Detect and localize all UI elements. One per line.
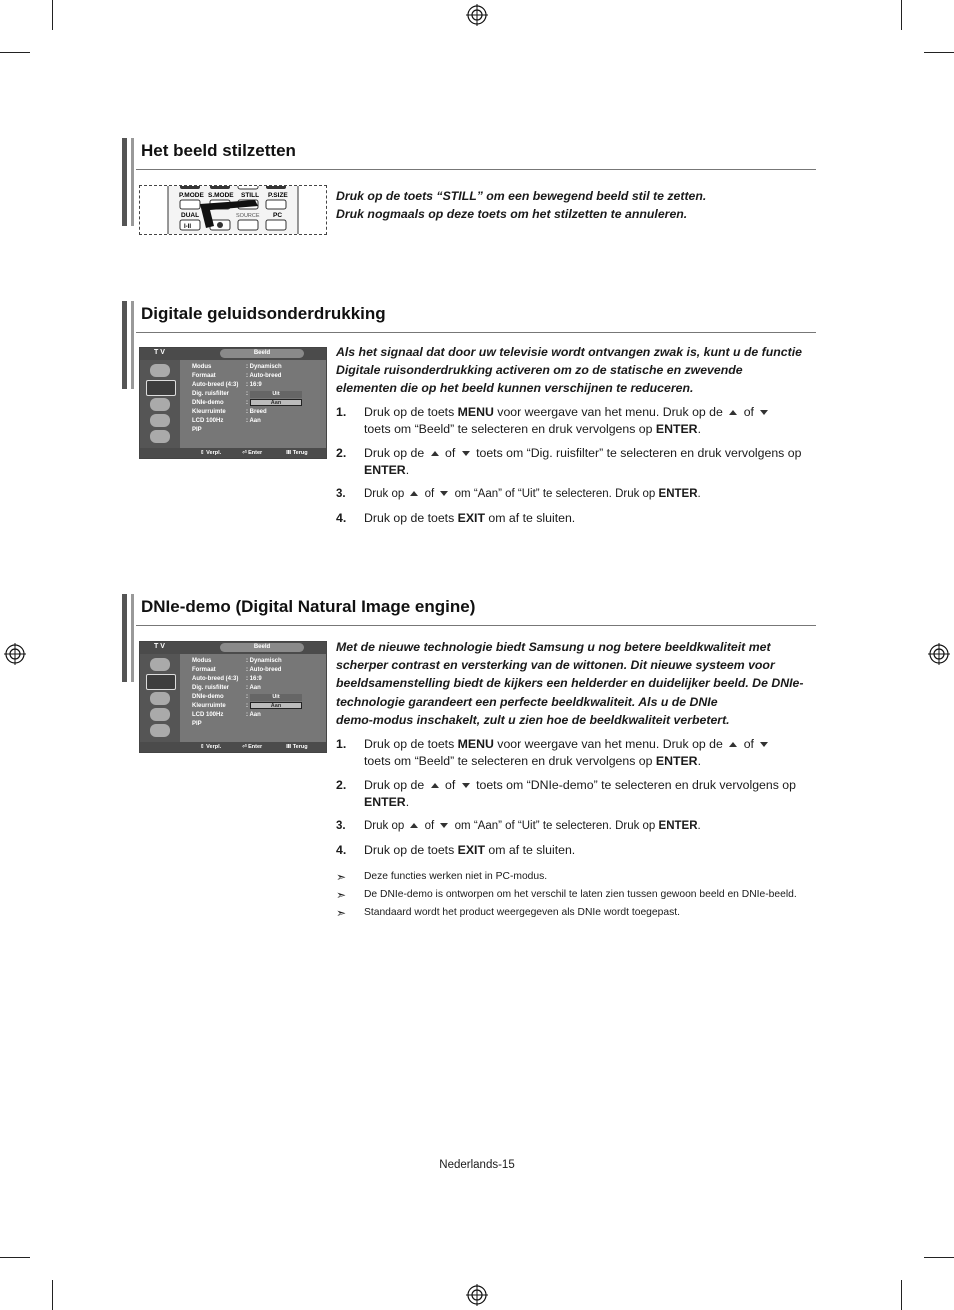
step: 4. Druk op de toets EXIT om af te sluiten. — [336, 843, 576, 857]
page-footer: Nederlands-15 — [439, 1159, 515, 1171]
down-arrow-icon — [760, 742, 768, 747]
crop-mark — [52, 1280, 53, 1310]
section-intro: Als het signaal dat door uw televisie wordt ontvangen zwak is, kunt u de functie Digitale ruisonderdrukking activeren om zo de statische en zwevende elementen die op het beeld kunnen verschijnen te reduceren. — [336, 345, 802, 396]
section-bar — [122, 594, 134, 682]
menu-sidebar — [140, 654, 180, 742]
menu-row-label: Kleurruimte — [192, 703, 226, 709]
sound-icon — [150, 398, 170, 411]
remote-label: S.MODE — [208, 192, 234, 199]
menu-footer: ⇕ Verpl. ⏎ Enter Ⅲ Terug — [140, 742, 326, 752]
remote-label: P.SIZE — [268, 192, 288, 199]
crop-mark — [924, 1257, 954, 1258]
menu-row-label: PIP — [192, 427, 202, 433]
intro-line: Druk nogmaals op deze toets om het stilzetten te annuleren. — [336, 207, 688, 222]
picture-icon — [146, 380, 176, 396]
step: 3. Druk op of om “Aan” of “Uit” te selecteren. Druk op ENTER. — [336, 488, 701, 500]
registration-mark-icon — [928, 643, 950, 665]
menu-row-value: : — [246, 703, 248, 709]
menu-tv-label: T V — [154, 349, 165, 356]
registration-mark-icon — [466, 4, 488, 26]
menu-row-value: : 16:9 — [246, 382, 262, 388]
menu-row-label: PIP — [192, 721, 202, 727]
step: 3. Druk op of om “Aan” of “Uit” te selecteren. Druk op ENTER. — [336, 820, 701, 832]
note-arrow-icon: ➣ — [336, 888, 347, 902]
menu-row-label: LCD 100Hz — [192, 712, 224, 718]
remote-buttons-icon — [140, 186, 326, 234]
menu-sidebar — [140, 360, 180, 448]
section-bar — [122, 138, 134, 226]
sound-icon — [150, 692, 170, 705]
remote-label: DUAL — [181, 212, 200, 219]
menu-row-value: : Aan — [246, 712, 261, 718]
step: 1. Druk op de toets MENU voor weergave van het menu. Druk op de of toets om “Beeld” te selecteren en druk vervolgens op ENTER. — [336, 404, 806, 438]
crop-mark — [52, 0, 53, 30]
menu-row-label: Dig. ruisfilter — [192, 685, 230, 691]
menu-row-value: : Auto-breed — [246, 667, 282, 673]
menu-body — [180, 654, 326, 742]
down-arrow-icon — [760, 410, 768, 415]
remote-label: SOURCE — [236, 213, 260, 219]
up-arrow-icon — [431, 451, 439, 456]
menu-footer-item: Terug — [292, 744, 308, 750]
menu-row-value: : Auto-breed — [246, 373, 282, 379]
setup-icon — [150, 430, 170, 443]
steps-list — [336, 736, 806, 866]
menu-row-value: : Dynamisch — [246, 658, 282, 664]
remote-glyph: I-II — [184, 224, 191, 230]
registration-mark-icon — [4, 643, 26, 665]
note: ➣ De DNIe-demo is ontworpen om het verschil te laten zien tussen gewoon beeld en DNIe-beeld. — [336, 888, 797, 902]
menu-row-value: : Aan — [246, 685, 261, 691]
menu-row-label: DNIe-demo — [192, 400, 224, 406]
menu-row-label: LCD 100Hz — [192, 418, 224, 424]
remote-label: P.MODE — [179, 192, 204, 199]
remote-illustration — [139, 185, 327, 235]
input-icon — [150, 658, 170, 671]
menu-row-value: : 16:9 — [246, 676, 262, 682]
section-rule — [136, 332, 816, 333]
down-arrow-icon — [462, 451, 470, 456]
intro-line: Druk op de toets “STILL” om een bewegend beeld stil te zetten. — [336, 189, 707, 203]
notes-list — [336, 868, 806, 922]
up-arrow-icon — [729, 410, 737, 415]
section-rule — [136, 169, 816, 170]
menu-row-label: Dig. ruisfilter — [192, 391, 230, 397]
menu-option-selected: Aan — [250, 399, 302, 406]
step: 1. Druk op de toets MENU voor weergave van het menu. Druk op de of toets om “Beeld” te selecteren en druk vervolgens op ENTER. — [336, 736, 806, 770]
up-arrow-icon — [410, 491, 418, 496]
note-arrow-icon: ➣ — [336, 906, 347, 920]
section-title: DNIe-demo (Digital Natural Image engine) — [141, 597, 476, 616]
menu-tab: Beeld — [220, 643, 304, 652]
menu-row-label: Modus — [192, 364, 212, 370]
up-arrow-icon — [729, 742, 737, 747]
menu-footer-item: Terug — [292, 450, 308, 456]
note: ➣ Deze functies werken niet in PC-modus. — [336, 870, 548, 884]
menu-body — [180, 360, 326, 448]
menu-row-value: : Breed — [246, 409, 267, 415]
menu-option: Uit — [250, 694, 302, 701]
menu-option-selected: Aan — [250, 702, 302, 709]
step: 4. Druk op de toets EXIT om af te sluiten. — [336, 511, 576, 525]
crop-mark — [901, 0, 902, 30]
menu-row-value: : — [246, 400, 248, 406]
menu-row-label: Formaat — [192, 373, 216, 379]
channel-icon — [150, 708, 170, 721]
crop-mark — [901, 1280, 902, 1310]
menu-row-label: Auto-breed (4:3) — [192, 676, 239, 682]
menu-row-value: : — [246, 694, 248, 700]
crop-mark — [0, 52, 30, 53]
down-arrow-icon — [440, 823, 448, 828]
menu-footer: ⇕ Verpl. ⏎ Enter Ⅲ Terug — [140, 448, 326, 458]
step: 2. Druk op de of toets om “Dig. ruisfilter” te selecteren en druk vervolgens op ENTER. — [336, 446, 802, 477]
section-intro: Met de nieuwe technologie biedt Samsung u nog betere beeldkwaliteit met scherper contrast en versterking van de wittonen. Dit nieuwe systeem voor beeldsamenstelling biedt de kijkers een helderder en duidelijker beeld. De DNIe-technologie garandeert een perfecte beeldkwaliteit. Als u de DNIe demo-modus inschakelt, zult u zien hoe de beeldkwaliteit verbetert. — [336, 640, 804, 727]
up-arrow-icon — [410, 823, 418, 828]
picture-icon — [146, 674, 176, 690]
remote-label: PC — [273, 212, 283, 219]
menu-row-label: Modus — [192, 658, 212, 664]
menu-row-label: Formaat — [192, 667, 216, 673]
menu-row-value: : — [246, 391, 248, 397]
note: ➣ Standaard wordt het product weergegeven als DNIe wordt toegepast. — [336, 906, 680, 920]
steps-list — [336, 404, 806, 534]
remote-label: STILL — [241, 192, 260, 199]
menu-footer-item: Enter — [248, 744, 263, 750]
section-freeze-picture — [122, 138, 816, 238]
menu-tv-label: T V — [154, 643, 165, 650]
section-intro — [336, 187, 806, 223]
input-icon — [150, 364, 170, 377]
up-arrow-icon — [431, 783, 439, 788]
channel-icon — [150, 414, 170, 427]
menu-footer-item: Verpl. — [206, 450, 222, 456]
section-title: Digitale geluidsonderdrukking — [141, 304, 386, 323]
down-arrow-icon — [462, 783, 470, 788]
menu-screenshot — [139, 641, 327, 753]
crop-mark — [924, 52, 954, 53]
menu-row-label: DNIe-demo — [192, 694, 224, 700]
down-arrow-icon — [440, 491, 448, 496]
menu-row-value: : Dynamisch — [246, 364, 282, 370]
menu-row-label: Kleurruimte — [192, 409, 226, 415]
crop-mark — [0, 1257, 30, 1258]
menu-footer-item: Enter — [248, 450, 263, 456]
menu-footer-item: Verpl. — [206, 744, 222, 750]
section-noise-reduction — [122, 301, 816, 541]
note-arrow-icon: ➣ — [336, 870, 347, 884]
section-bar — [122, 301, 134, 389]
section-dnie-demo — [122, 594, 816, 954]
menu-screenshot — [139, 347, 327, 459]
menu-row-label: Auto-breed (4:3) — [192, 382, 239, 388]
menu-row-value: : Aan — [246, 418, 261, 424]
registration-mark-icon — [466, 1284, 488, 1306]
setup-icon — [150, 724, 170, 737]
menu-tab: Beeld — [220, 349, 304, 358]
section-rule — [136, 625, 816, 626]
step: 2. Druk op de of toets om “DNIe-demo” te selecteren en druk vervolgens op ENTER. — [336, 778, 796, 809]
section-title: Het beeld stilzetten — [141, 141, 296, 160]
menu-option: Uit — [250, 391, 302, 398]
